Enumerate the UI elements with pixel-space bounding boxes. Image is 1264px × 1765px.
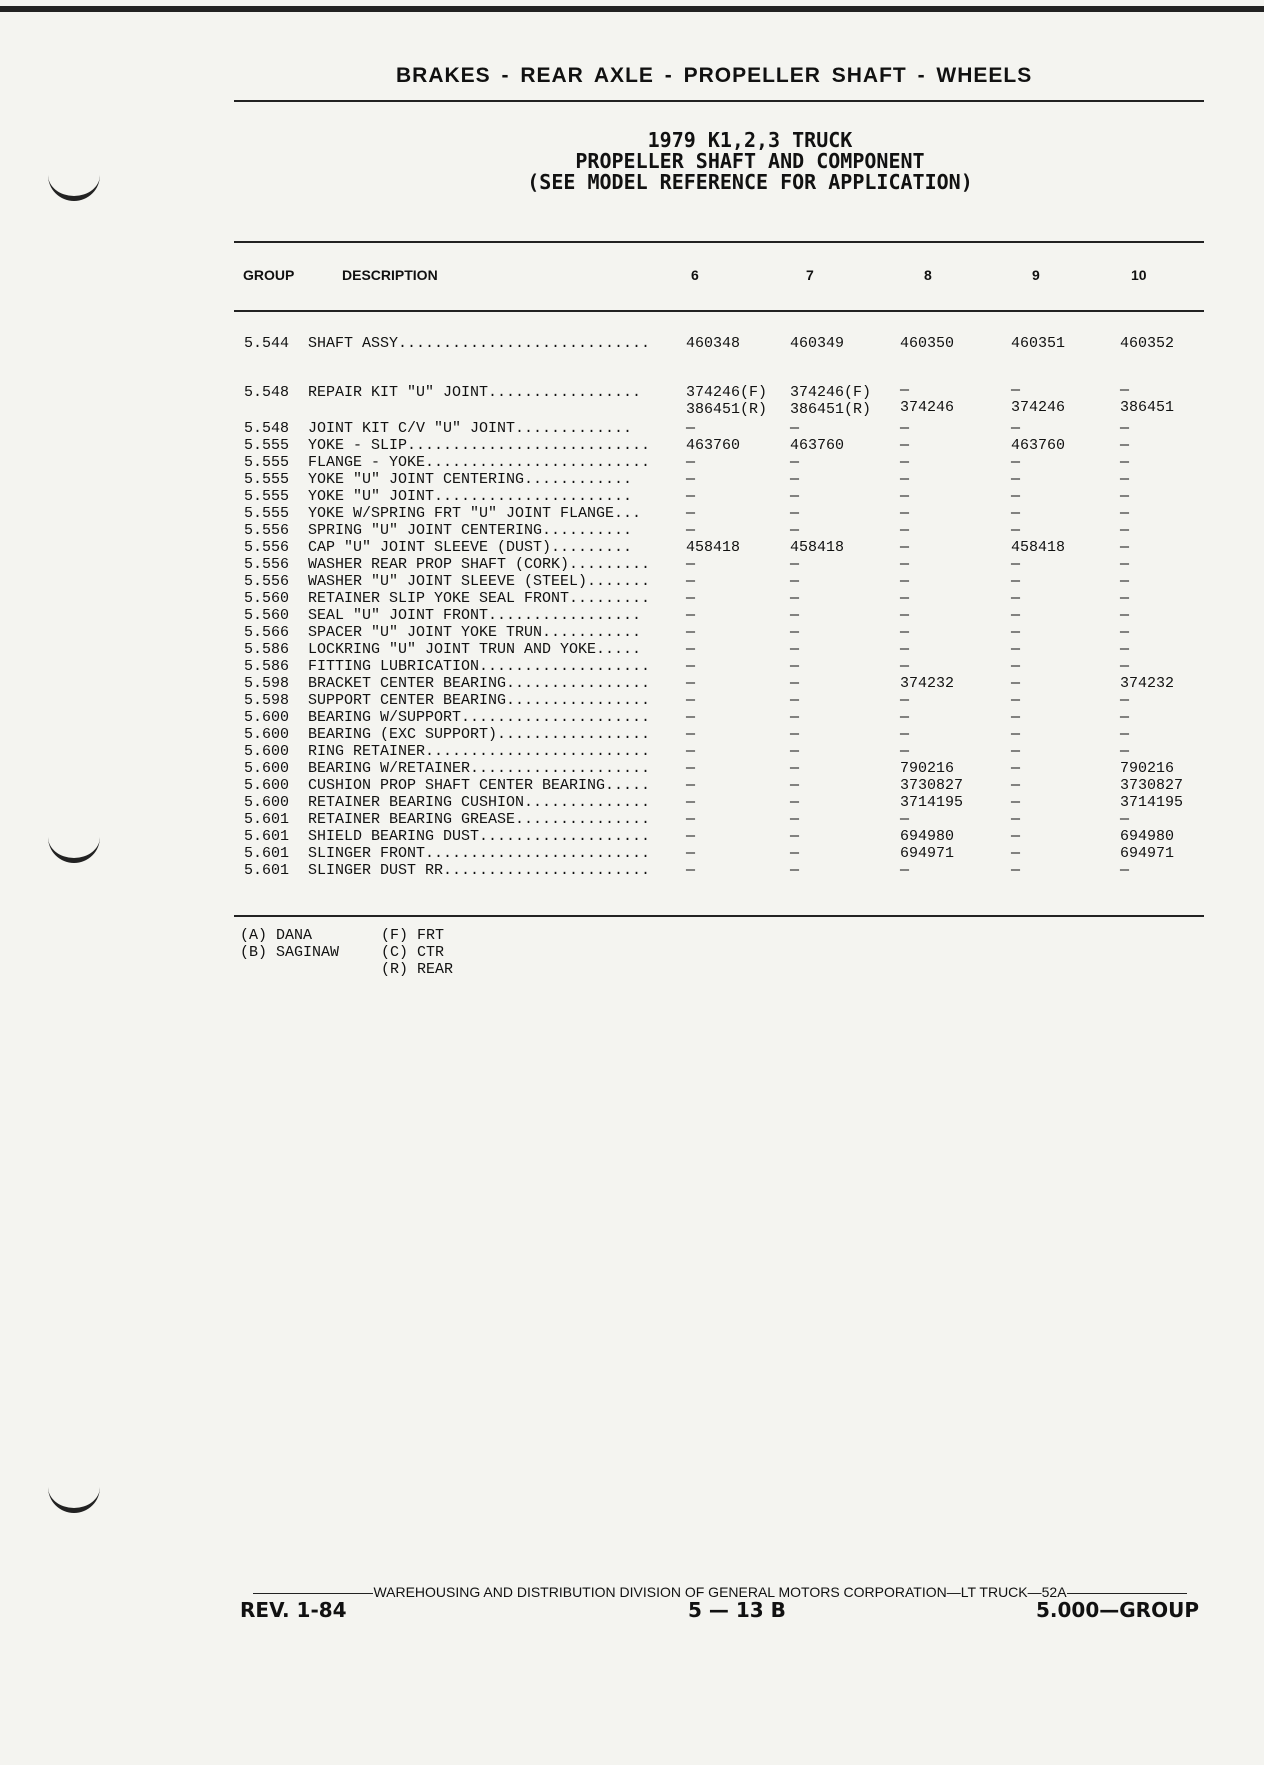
group-cell: 5.548 bbox=[244, 384, 290, 401]
part-number-cell: — bbox=[790, 471, 800, 488]
table-row bbox=[0, 794, 1264, 811]
part-number-cell: — bbox=[900, 488, 910, 505]
group-cell: 5.600 bbox=[244, 743, 290, 760]
part-number-cell: — bbox=[1011, 573, 1021, 590]
part-number-cell: — bbox=[1120, 488, 1130, 505]
table-row bbox=[0, 454, 1264, 471]
part-number-cell: — bbox=[686, 658, 696, 675]
part-number-cell: — bbox=[790, 862, 800, 879]
column-header-model: 10 bbox=[1131, 267, 1147, 283]
group-cell: 5.544 bbox=[244, 335, 290, 352]
column-header-model: 6 bbox=[691, 267, 699, 283]
part-number-cell: 3714195 bbox=[900, 794, 964, 811]
part-number-cell: — bbox=[790, 573, 800, 590]
legend-item: (R) REAR bbox=[381, 961, 454, 978]
part-number-cell: — bbox=[790, 488, 800, 505]
description-cell: SHIELD BEARING DUST................... bbox=[308, 828, 651, 845]
part-number-cell: — bbox=[790, 845, 800, 862]
group-cell: 5.555 bbox=[244, 488, 290, 505]
description-cell: LOCKRING "U" JOINT TRUN AND YOKE..... bbox=[308, 641, 642, 658]
title-line: (SEE MODEL REFERENCE FOR APPLICATION) bbox=[527, 170, 973, 194]
column-header-description: DESCRIPTION bbox=[342, 267, 438, 283]
table-row bbox=[0, 658, 1264, 675]
part-number-cell: 460350 bbox=[900, 335, 955, 352]
part-number-cell: — bbox=[1120, 573, 1130, 590]
table-row bbox=[0, 692, 1264, 709]
part-number-cell: — bbox=[1011, 709, 1021, 726]
table-row bbox=[0, 573, 1264, 590]
part-number-cell: — bbox=[1011, 624, 1021, 641]
part-number-cell: — bbox=[790, 658, 800, 675]
part-number-cell: — bbox=[790, 624, 800, 641]
part-number-cell: — bbox=[900, 692, 910, 709]
part-number-cell: 3730827 bbox=[900, 777, 964, 794]
part-number-cell: — 386451 bbox=[1120, 382, 1175, 416]
table-row bbox=[0, 811, 1264, 828]
part-number-cell: 460348 bbox=[686, 335, 741, 352]
part-number-cell: — bbox=[1120, 641, 1130, 658]
table-row bbox=[0, 335, 1264, 352]
part-number-cell: — bbox=[686, 573, 696, 590]
table-row bbox=[0, 726, 1264, 743]
part-number-cell: — bbox=[1120, 590, 1130, 607]
group-cell: 5.601 bbox=[244, 862, 290, 879]
part-number-cell: — bbox=[900, 624, 910, 641]
footer-rule-left bbox=[253, 1593, 373, 1594]
part-number-cell: — bbox=[790, 607, 800, 624]
part-number-cell: — bbox=[1011, 641, 1021, 658]
description-cell: WASHER REAR PROP SHAFT (CORK)......... bbox=[308, 556, 651, 573]
part-number-cell: 463760 bbox=[686, 437, 741, 454]
part-number-cell: — bbox=[1011, 522, 1021, 539]
part-number-cell: — bbox=[900, 607, 910, 624]
part-number-cell: — bbox=[900, 437, 910, 454]
part-number-cell: 463760 bbox=[1011, 437, 1066, 454]
column-header-model: 9 bbox=[1032, 267, 1040, 283]
part-number-cell: — bbox=[900, 454, 910, 471]
description-cell: SLINGER DUST RR....................... bbox=[308, 862, 651, 879]
table-row bbox=[0, 437, 1264, 454]
part-number-cell: 374232 bbox=[1120, 675, 1175, 692]
part-number-cell: — bbox=[790, 505, 800, 522]
part-number-cell: — bbox=[900, 709, 910, 726]
description-cell: SHAFT ASSY............................ bbox=[308, 335, 651, 352]
part-number-cell: — bbox=[1011, 862, 1021, 879]
part-number-cell: — bbox=[686, 454, 696, 471]
part-number-cell: — bbox=[790, 811, 800, 828]
footer-revision: REV. 1-84 bbox=[240, 1598, 347, 1622]
part-number-cell: — bbox=[686, 794, 696, 811]
part-number-cell: 458418 bbox=[790, 539, 845, 556]
part-number-cell: — bbox=[1120, 692, 1130, 709]
table-row bbox=[0, 382, 1264, 418]
group-cell: 5.566 bbox=[244, 624, 290, 641]
column-header-group: GROUP bbox=[243, 267, 295, 283]
description-cell: CUSHION PROP SHAFT CENTER BEARING..... bbox=[308, 777, 651, 794]
part-number-cell: — bbox=[1120, 505, 1130, 522]
group-cell: 5.598 bbox=[244, 692, 290, 709]
group-cell: 5.601 bbox=[244, 811, 290, 828]
part-number-cell: — bbox=[686, 862, 696, 879]
part-number-cell: — bbox=[1120, 709, 1130, 726]
part-number-cell: — bbox=[790, 794, 800, 811]
part-number-cell: 694980 bbox=[1120, 828, 1175, 845]
header-rule bbox=[234, 100, 1204, 102]
part-number-cell: 694980 bbox=[900, 828, 955, 845]
top-edge-rule bbox=[0, 6, 1264, 12]
part-number-cell: — bbox=[686, 811, 696, 828]
description-cell: YOKE "U" JOINT...................... bbox=[308, 488, 633, 505]
part-number-cell: — bbox=[900, 556, 910, 573]
description-cell: RETAINER BEARING GREASE............... bbox=[308, 811, 651, 828]
footer-page-number: 5 — 13 B bbox=[688, 1598, 786, 1622]
part-number-cell: — bbox=[790, 641, 800, 658]
page-header: BRAKES - REAR AXLE - PROPELLER SHAFT - WHEELS bbox=[396, 64, 1033, 87]
part-number-cell: — bbox=[1120, 437, 1130, 454]
table-row bbox=[0, 556, 1264, 573]
group-cell: 5.560 bbox=[244, 590, 290, 607]
part-number-cell: — bbox=[1011, 794, 1021, 811]
table-row bbox=[0, 624, 1264, 641]
title-line: 1979 K1,2,3 TRUCK bbox=[647, 128, 853, 152]
part-number-cell: — bbox=[1120, 607, 1130, 624]
part-number-cell: — bbox=[1011, 420, 1021, 437]
group-cell: 5.586 bbox=[244, 641, 290, 658]
section-title bbox=[420, 130, 1080, 193]
footer-rule-right bbox=[1067, 1593, 1187, 1594]
table-top-rule bbox=[234, 241, 1204, 243]
description-cell: BEARING W/RETAINER.................... bbox=[308, 760, 651, 777]
part-number-cell: — bbox=[686, 709, 696, 726]
part-number-cell: 458418 bbox=[1011, 539, 1066, 556]
part-number-cell: — bbox=[790, 828, 800, 845]
part-number-cell: — bbox=[1120, 743, 1130, 760]
part-number-cell: — bbox=[1120, 471, 1130, 488]
description-cell: YOKE W/SPRING FRT "U" JOINT FLANGE... bbox=[308, 505, 642, 522]
part-number-cell: — bbox=[900, 726, 910, 743]
part-number-cell: — bbox=[1120, 420, 1130, 437]
group-cell: 5.586 bbox=[244, 658, 290, 675]
part-number-cell: — bbox=[686, 675, 696, 692]
part-number-cell: — bbox=[900, 811, 910, 828]
part-number-cell: — bbox=[686, 777, 696, 794]
part-number-cell: — bbox=[1011, 607, 1021, 624]
part-number-cell: — bbox=[686, 505, 696, 522]
table-row bbox=[0, 539, 1264, 556]
part-number-cell: — bbox=[900, 743, 910, 760]
group-cell: 5.556 bbox=[244, 539, 290, 556]
part-number-cell: — bbox=[790, 709, 800, 726]
legend-positions bbox=[381, 927, 453, 978]
description-cell: YOKE "U" JOINT CENTERING............ bbox=[308, 471, 633, 488]
group-cell: 5.555 bbox=[244, 505, 290, 522]
part-number-cell: — bbox=[686, 760, 696, 777]
part-number-cell: — bbox=[790, 522, 800, 539]
part-number-cell: 694971 bbox=[900, 845, 955, 862]
part-number-cell: 374246(F) 386451(R) bbox=[790, 384, 872, 418]
part-number-cell: — bbox=[900, 420, 910, 437]
description-cell: YOKE - SLIP........................... bbox=[308, 437, 651, 454]
part-number-cell: — bbox=[1011, 692, 1021, 709]
part-number-cell: — bbox=[790, 420, 800, 437]
part-number-cell: — bbox=[790, 590, 800, 607]
part-number-cell: — bbox=[900, 590, 910, 607]
part-number-cell: — bbox=[686, 692, 696, 709]
description-cell: CAP "U" JOINT SLEEVE (DUST)......... bbox=[308, 539, 633, 556]
part-number-cell: — bbox=[1011, 760, 1021, 777]
legend-item: (A) DANA bbox=[240, 927, 313, 944]
table-header-rule bbox=[234, 310, 1204, 312]
description-cell: SPRING "U" JOINT CENTERING.......... bbox=[308, 522, 633, 539]
part-number-cell: — bbox=[900, 641, 910, 658]
table-row bbox=[0, 675, 1264, 692]
part-number-cell: — bbox=[790, 760, 800, 777]
part-number-cell: — bbox=[1011, 471, 1021, 488]
description-cell: RING RETAINER......................... bbox=[308, 743, 651, 760]
part-number-cell: — bbox=[1120, 862, 1130, 879]
part-number-cell: 3730827 bbox=[1120, 777, 1184, 794]
description-cell: SPACER "U" JOINT YOKE TRUN........... bbox=[308, 624, 642, 641]
part-number-cell: — 374246 bbox=[900, 382, 955, 416]
binder-hole-mark bbox=[48, 1480, 100, 1513]
group-cell: 5.601 bbox=[244, 828, 290, 845]
part-number-cell: — bbox=[790, 454, 800, 471]
description-cell: BRACKET CENTER BEARING................ bbox=[308, 675, 651, 692]
part-number-cell: — bbox=[1120, 811, 1130, 828]
part-number-cell: 463760 bbox=[790, 437, 845, 454]
table-row bbox=[0, 709, 1264, 726]
column-header-model: 7 bbox=[806, 267, 814, 283]
table-row bbox=[0, 607, 1264, 624]
description-cell: RETAINER SLIP YOKE SEAL FRONT......... bbox=[308, 590, 651, 607]
part-number-cell: — bbox=[790, 675, 800, 692]
description-cell: SEAL "U" JOINT FRONT................. bbox=[308, 607, 642, 624]
part-number-cell: 694971 bbox=[1120, 845, 1175, 862]
part-number-cell: — bbox=[1011, 726, 1021, 743]
part-number-cell: — bbox=[790, 556, 800, 573]
part-number-cell: — bbox=[790, 777, 800, 794]
part-number-cell: — 374246 bbox=[1011, 382, 1066, 416]
part-number-cell: 460352 bbox=[1120, 335, 1175, 352]
part-number-cell: — bbox=[686, 641, 696, 658]
part-number-cell: — bbox=[1120, 539, 1130, 556]
part-number-cell: — bbox=[1011, 488, 1021, 505]
part-number-cell: — bbox=[686, 726, 696, 743]
table-row bbox=[0, 828, 1264, 845]
description-cell: BEARING (EXC SUPPORT)................. bbox=[308, 726, 651, 743]
part-number-cell: — bbox=[900, 539, 910, 556]
legend-item: (C) CTR bbox=[381, 944, 445, 961]
part-number-cell: — bbox=[1011, 454, 1021, 471]
table-row bbox=[0, 590, 1264, 607]
part-number-cell: — bbox=[900, 471, 910, 488]
part-number-cell: 458418 bbox=[686, 539, 741, 556]
part-number-cell: — bbox=[1011, 675, 1021, 692]
title-line: PROPELLER SHAFT AND COMPONENT bbox=[575, 149, 925, 173]
group-cell: 5.600 bbox=[244, 726, 290, 743]
table-row bbox=[0, 743, 1264, 760]
legend-manufacturers bbox=[240, 927, 339, 961]
description-cell: RETAINER BEARING CUSHION.............. bbox=[308, 794, 651, 811]
description-cell: BEARING W/SUPPORT..................... bbox=[308, 709, 651, 726]
part-number-cell: 374246(F) 386451(R) bbox=[686, 384, 768, 418]
table-row bbox=[0, 471, 1264, 488]
description-cell: WASHER "U" JOINT SLEEVE (STEEL)....... bbox=[308, 573, 651, 590]
part-number-cell: 790216 bbox=[900, 760, 955, 777]
table-row bbox=[0, 760, 1264, 777]
table-row bbox=[0, 862, 1264, 879]
part-number-cell: — bbox=[900, 505, 910, 522]
group-cell: 5.556 bbox=[244, 573, 290, 590]
part-number-cell: — bbox=[686, 420, 696, 437]
footer-group: 5.000—GROUP bbox=[1036, 1598, 1199, 1622]
group-cell: 5.600 bbox=[244, 709, 290, 726]
part-number-cell: — bbox=[1011, 811, 1021, 828]
part-number-cell: — bbox=[686, 471, 696, 488]
table-row bbox=[0, 777, 1264, 794]
group-cell: 5.600 bbox=[244, 794, 290, 811]
part-number-cell: — bbox=[1120, 556, 1130, 573]
part-number-cell: — bbox=[790, 726, 800, 743]
legend-item: (F) FRT bbox=[381, 927, 445, 944]
part-number-cell: — bbox=[790, 743, 800, 760]
group-cell: 5.555 bbox=[244, 471, 290, 488]
part-number-cell: 790216 bbox=[1120, 760, 1175, 777]
table-row bbox=[0, 505, 1264, 522]
part-number-cell: — bbox=[1011, 590, 1021, 607]
table-row bbox=[0, 420, 1264, 437]
description-cell: REPAIR KIT "U" JOINT................. bbox=[308, 384, 642, 401]
group-cell: 5.556 bbox=[244, 522, 290, 539]
part-number-cell: — bbox=[1120, 658, 1130, 675]
description-cell: FITTING LUBRICATION................... bbox=[308, 658, 651, 675]
group-cell: 5.555 bbox=[244, 437, 290, 454]
group-cell: 5.555 bbox=[244, 454, 290, 471]
part-number-cell: — bbox=[686, 522, 696, 539]
part-number-cell: — bbox=[1011, 828, 1021, 845]
group-cell: 5.556 bbox=[244, 556, 290, 573]
part-number-cell: — bbox=[686, 607, 696, 624]
binder-hole-mark bbox=[48, 168, 100, 201]
part-number-cell: — bbox=[1011, 845, 1021, 862]
group-cell: 5.601 bbox=[244, 845, 290, 862]
part-number-cell: 374232 bbox=[900, 675, 955, 692]
part-number-cell: — bbox=[900, 522, 910, 539]
part-number-cell: — bbox=[686, 845, 696, 862]
part-number-cell: — bbox=[1011, 743, 1021, 760]
part-number-cell: 460349 bbox=[790, 335, 845, 352]
column-header-model: 8 bbox=[924, 267, 932, 283]
table-row bbox=[0, 488, 1264, 505]
part-number-cell: — bbox=[686, 828, 696, 845]
part-number-cell: — bbox=[1011, 505, 1021, 522]
part-number-cell: — bbox=[900, 862, 910, 879]
part-number-cell: — bbox=[686, 488, 696, 505]
group-cell: 5.548 bbox=[244, 420, 290, 437]
group-cell: 5.600 bbox=[244, 760, 290, 777]
part-number-cell: — bbox=[1120, 726, 1130, 743]
part-number-cell: — bbox=[1011, 777, 1021, 794]
part-number-cell: — bbox=[900, 658, 910, 675]
table-row bbox=[0, 641, 1264, 658]
table-bottom-rule bbox=[234, 915, 1204, 917]
group-cell: 5.560 bbox=[244, 607, 290, 624]
group-cell: 5.598 bbox=[244, 675, 290, 692]
description-cell: SUPPORT CENTER BEARING................ bbox=[308, 692, 651, 709]
description-cell: FLANGE - YOKE......................... bbox=[308, 454, 651, 471]
part-number-cell: 460351 bbox=[1011, 335, 1066, 352]
footer-publisher-text: WAREHOUSING AND DISTRIBUTION DIVISION OF GENERAL MOTORS CORPORATION—LT TRUCK—52A bbox=[373, 1584, 1067, 1600]
part-number-cell: — bbox=[900, 573, 910, 590]
part-number-cell: 3714195 bbox=[1120, 794, 1184, 811]
part-number-cell: — bbox=[686, 743, 696, 760]
table-row bbox=[0, 845, 1264, 862]
description-cell: SLINGER FRONT......................... bbox=[308, 845, 651, 862]
table-row bbox=[0, 522, 1264, 539]
part-number-cell: — bbox=[1011, 556, 1021, 573]
part-number-cell: — bbox=[1120, 522, 1130, 539]
part-number-cell: — bbox=[1011, 658, 1021, 675]
legend-item: (B) SAGINAW bbox=[240, 944, 340, 961]
part-number-cell: — bbox=[686, 556, 696, 573]
part-number-cell: — bbox=[686, 590, 696, 607]
part-number-cell: — bbox=[1120, 454, 1130, 471]
part-number-cell: — bbox=[686, 624, 696, 641]
part-number-cell: — bbox=[790, 692, 800, 709]
description-cell: JOINT KIT C/V "U" JOINT............. bbox=[308, 420, 633, 437]
part-number-cell: — bbox=[1120, 624, 1130, 641]
group-cell: 5.600 bbox=[244, 777, 290, 794]
